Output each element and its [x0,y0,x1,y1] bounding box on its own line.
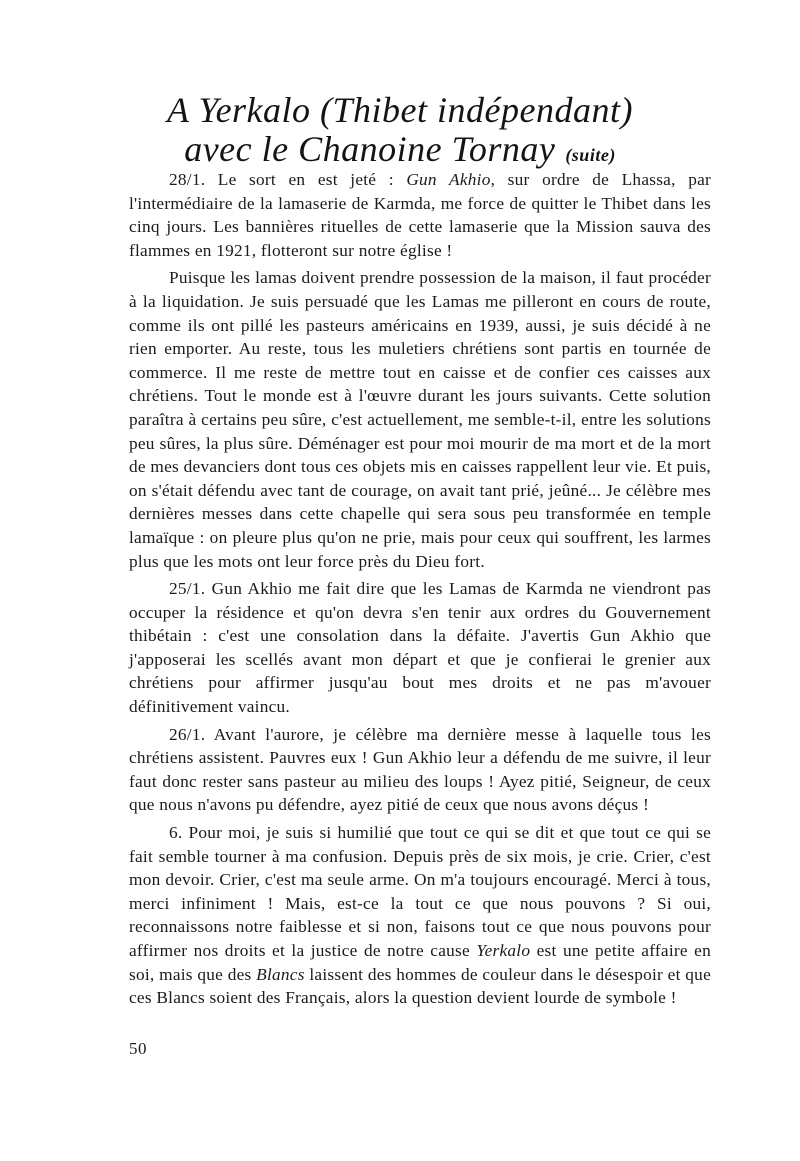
paragraph [129,821,711,1010]
text-run: est une petite affaire en soi, mais que des [129,941,711,984]
body-text [129,168,711,1010]
page-number: 50 [129,1039,147,1058]
text-run-italic: Gun Akhio [406,170,491,189]
paragraph [129,577,711,719]
text-run: 26/1. Avant l'aurore, je célèbre ma dernière messe à laquelle tous les chrétiens assistent. Pauvres eux ! Gun Akhio leur a défendu de me suivre, il leur faut donc rester sans pasteur au milieu des loups ! Ayez pitié, Seigneur, de ceux que nous n'avons pu défendre, ayez pitié de ceux que nous avons déçus ! [129,724,711,815]
paragraph [129,723,711,817]
article-title: A Yerkalo (Thibet indépendant) [167,90,633,130]
suite-label: (suite) [565,145,616,165]
text-run: 25/1. Gun Akhio me fait dire que les Lamas de Karmda ne viendront pas occuper la résidence et qu'on devra s'en tenir aux ordres du Gouvernement thibétain : c'est une consolation dans la défaite. J'avertis Gun Akhio que j'apposerai les scellés avant mon départ et que je confierai le grenier aux chrétiens pour affirmer jusqu'au bout mes droits et ne pas m'avouer définitivement vaincu. [129,579,711,717]
text-run-italic: Blancs [256,964,305,984]
text-run: 28/1. Le sort en est jeté : [169,170,407,189]
subtitle-text: avec le Chanoine Tornay [184,129,556,169]
text-run: , sur ordre de Lhassa, par l'intermédiaire de la lamaserie de Karmda, me force de quitter le Thibet dans les cinq jours. Les bannières rituelles de cette lamaserie que la Mission sauva des flammes en 1921, flotteront sur notre église ! [129,170,712,260]
paragraph [129,266,711,573]
text-run-italic: Yerkalo [476,941,531,960]
text-run: 6. Pour moi, je suis si humilié que tout ce qui se dit et que tout ce qui se fait semble tourner à ma confusion. Depuis près de six mois, je crie. Crier, c'est mon devoir. Crier, c'est ma seule arme. On m'a toujours encouragé. Merci à tous, merci infiniment ! Mais, est-ce la tout ce que nous pouvons ? Si oui, reconnaissons notre faiblesse et si non, faisons tout ce que nous pouvons pour affirmer nos droits et la justice de notre cause [129,823,711,960]
text-run: Puisque les lamas doivent prendre possession de la maison, il faut procéder à la liquidation. Je suis persuadé que les Lamas me pilleront en cours de route, comme ils ont pillé les pasteurs américains en 1939, aussi, je suis décidé à ne rien emporter. Au reste, tous les muletiers chrétiens sont partis en tournée de commerce. Il me reste de mettre tout en caisse et de confier ces caisses aux chrétiens. Tout le monde est à l'œuvre durant les jours suivants. Cette solution paraîtra à certains peu sûre, c'est actuellement, me semble-t-il, entre les solutions peu sûres, la plus sûre. Déménager est pour moi mourir de ma mort et de la mort de mes devanciers dont tous ces objets mis en caisses rappellent leur vie. Et puis, on s'était défendu avec tant de courage, on avait tant prié, jeûné... Je célèbre mes dernières messes dans cette chapelle qui sera sous peu transformée en temple lamaïque : on pleure plus qu'on ne prie, mais pour ceux qui souffrent, les larmes plus que les mots ont leur force près du Dieu fort. [129,268,711,571]
paragraph [129,168,711,262]
text-run: laissent des hommes de couleur dans le désespoir et que ces Blancs soient des Français, alors la question devient lourde de symbole ! [129,964,711,1008]
